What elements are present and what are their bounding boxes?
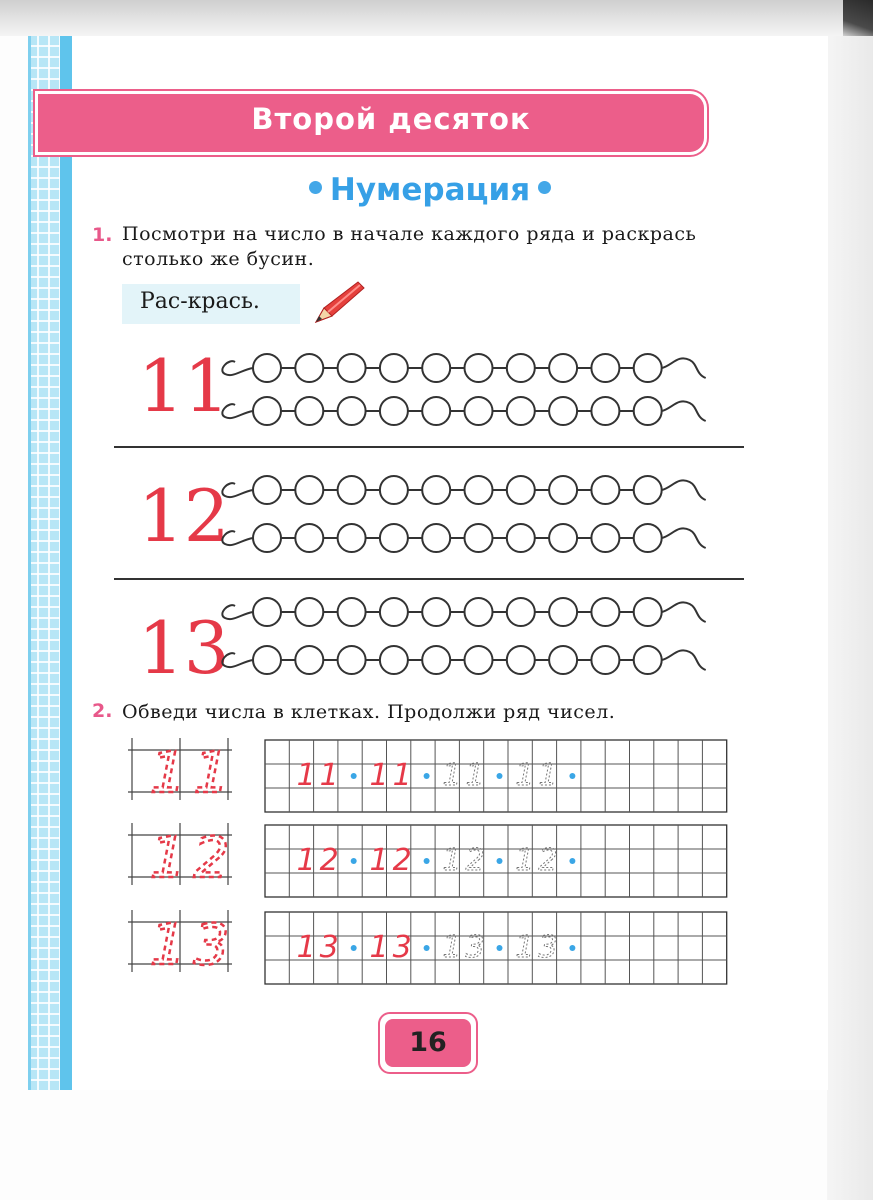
written-number: 13: [369, 930, 416, 965]
separator-dot: [569, 773, 575, 779]
separator-dot: [496, 858, 502, 864]
written-number: 11: [369, 758, 416, 793]
written-number: 12: [369, 843, 416, 878]
writing-grid: [265, 912, 727, 984]
section-title: Нумерация: [329, 172, 531, 208]
dashed-number: 12: [515, 843, 562, 878]
dashed-number: 13: [442, 930, 489, 965]
task-2-number: 2.: [92, 700, 113, 722]
task-2-text: Обведи числа в клетках. Продолжи ряд чисел.: [122, 701, 616, 723]
separator-dot: [496, 945, 502, 951]
row-number-11: 11: [138, 344, 230, 428]
traced-digit-template: 11: [150, 741, 238, 806]
written-number: 13: [296, 930, 343, 965]
dashed-number: 11: [442, 758, 489, 793]
digit-template: [128, 738, 237, 806]
separator-dot: [351, 858, 357, 864]
page-number-badge: [378, 1012, 478, 1074]
separator-dot: [569, 945, 575, 951]
digit-template: [128, 910, 237, 978]
row-number-13: 13: [138, 606, 230, 690]
separator-dot: [351, 773, 357, 779]
separator-dot: [424, 945, 430, 951]
traced-digit-template: 13: [150, 913, 238, 978]
writing-grid: [265, 825, 727, 897]
task-1-number: 1.: [92, 224, 113, 246]
separator-dot: [351, 945, 357, 951]
color-instruction-label: Рас-крась.: [140, 289, 260, 314]
digit-template: [128, 823, 237, 891]
task-1-text-line-2: столько же бусин.: [122, 248, 315, 270]
chapter-title: Второй десяток: [251, 102, 531, 136]
separator-dot: [496, 773, 502, 779]
written-number: 11: [296, 758, 343, 793]
separator-dot: [569, 858, 575, 864]
traced-digit-template: 12: [150, 826, 238, 891]
separator-dot: [424, 773, 430, 779]
dashed-number: 12: [442, 843, 489, 878]
row-number-12: 12: [138, 474, 230, 558]
written-number: 12: [296, 843, 343, 878]
task-1-text-line-1: Посмотри на число в начале каждого ряда и раскрась: [122, 223, 697, 245]
separator-dot: [424, 858, 430, 864]
page-number: 16: [409, 1027, 447, 1058]
writing-grid: [265, 740, 727, 812]
dashed-number: 11: [515, 758, 562, 793]
dashed-number: 13: [515, 930, 562, 965]
